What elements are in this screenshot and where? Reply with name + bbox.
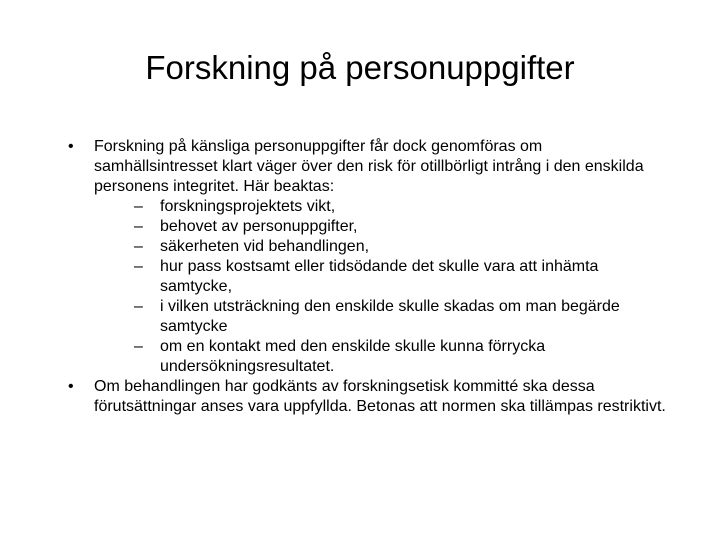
bullet-text: Om behandlingen har godkänts av forskningsetisk kommitté ska dessa förutsättningar anses vara uppfyllda. Betonas att normen ska tillämpas restriktivt. [94,378,666,415]
sub-bullet-text: i vilken utsträckning den enskilde skulle skadas om man begärde samtycke [160,298,620,335]
bullet-marker: • [68,138,74,155]
sub-bullet-item-4 [94,257,670,297]
sub-bullet-item-2 [94,217,670,237]
dash-marker: – [134,238,143,255]
dash-marker: – [134,298,143,315]
sub-bullet-text: hur pass kostsamt eller tidsödande det skulle vara att inhämta samtycke, [160,258,599,295]
bullet-item-2 [60,377,670,417]
sub-bullet-item-1 [94,197,670,217]
sub-bullet-item-5 [94,297,670,337]
sub-bullet-text: forskningsprojektets vikt, [160,198,336,215]
bullet-marker: • [68,378,74,395]
dash-marker: – [134,218,143,235]
bullet-item-1 [60,137,670,377]
sub-bullet-item-6 [94,337,670,377]
dash-marker: – [134,338,143,355]
sub-bullet-item-3 [94,237,670,257]
sub-bullet-list [94,197,670,377]
sub-bullet-text: om en kontakt med den enskilde skulle kunna förrycka undersökningsresultatet. [160,338,546,375]
bullet-list [60,137,670,417]
bullet-text: Forskning på känsliga personuppgifter får dock genomföras om samhällsintresset klart väger över den risk för otillbörligt intrång i den enskilda personens integritet. Här beaktas: [94,138,644,195]
sub-bullet-text: säkerheten vid behandlingen, [160,238,370,255]
slide-title: Forskning på personuppgifter [145,49,575,86]
dash-marker: – [134,258,143,275]
sub-bullet-text: behovet av personuppgifter, [160,218,358,235]
dash-marker: – [134,198,143,215]
